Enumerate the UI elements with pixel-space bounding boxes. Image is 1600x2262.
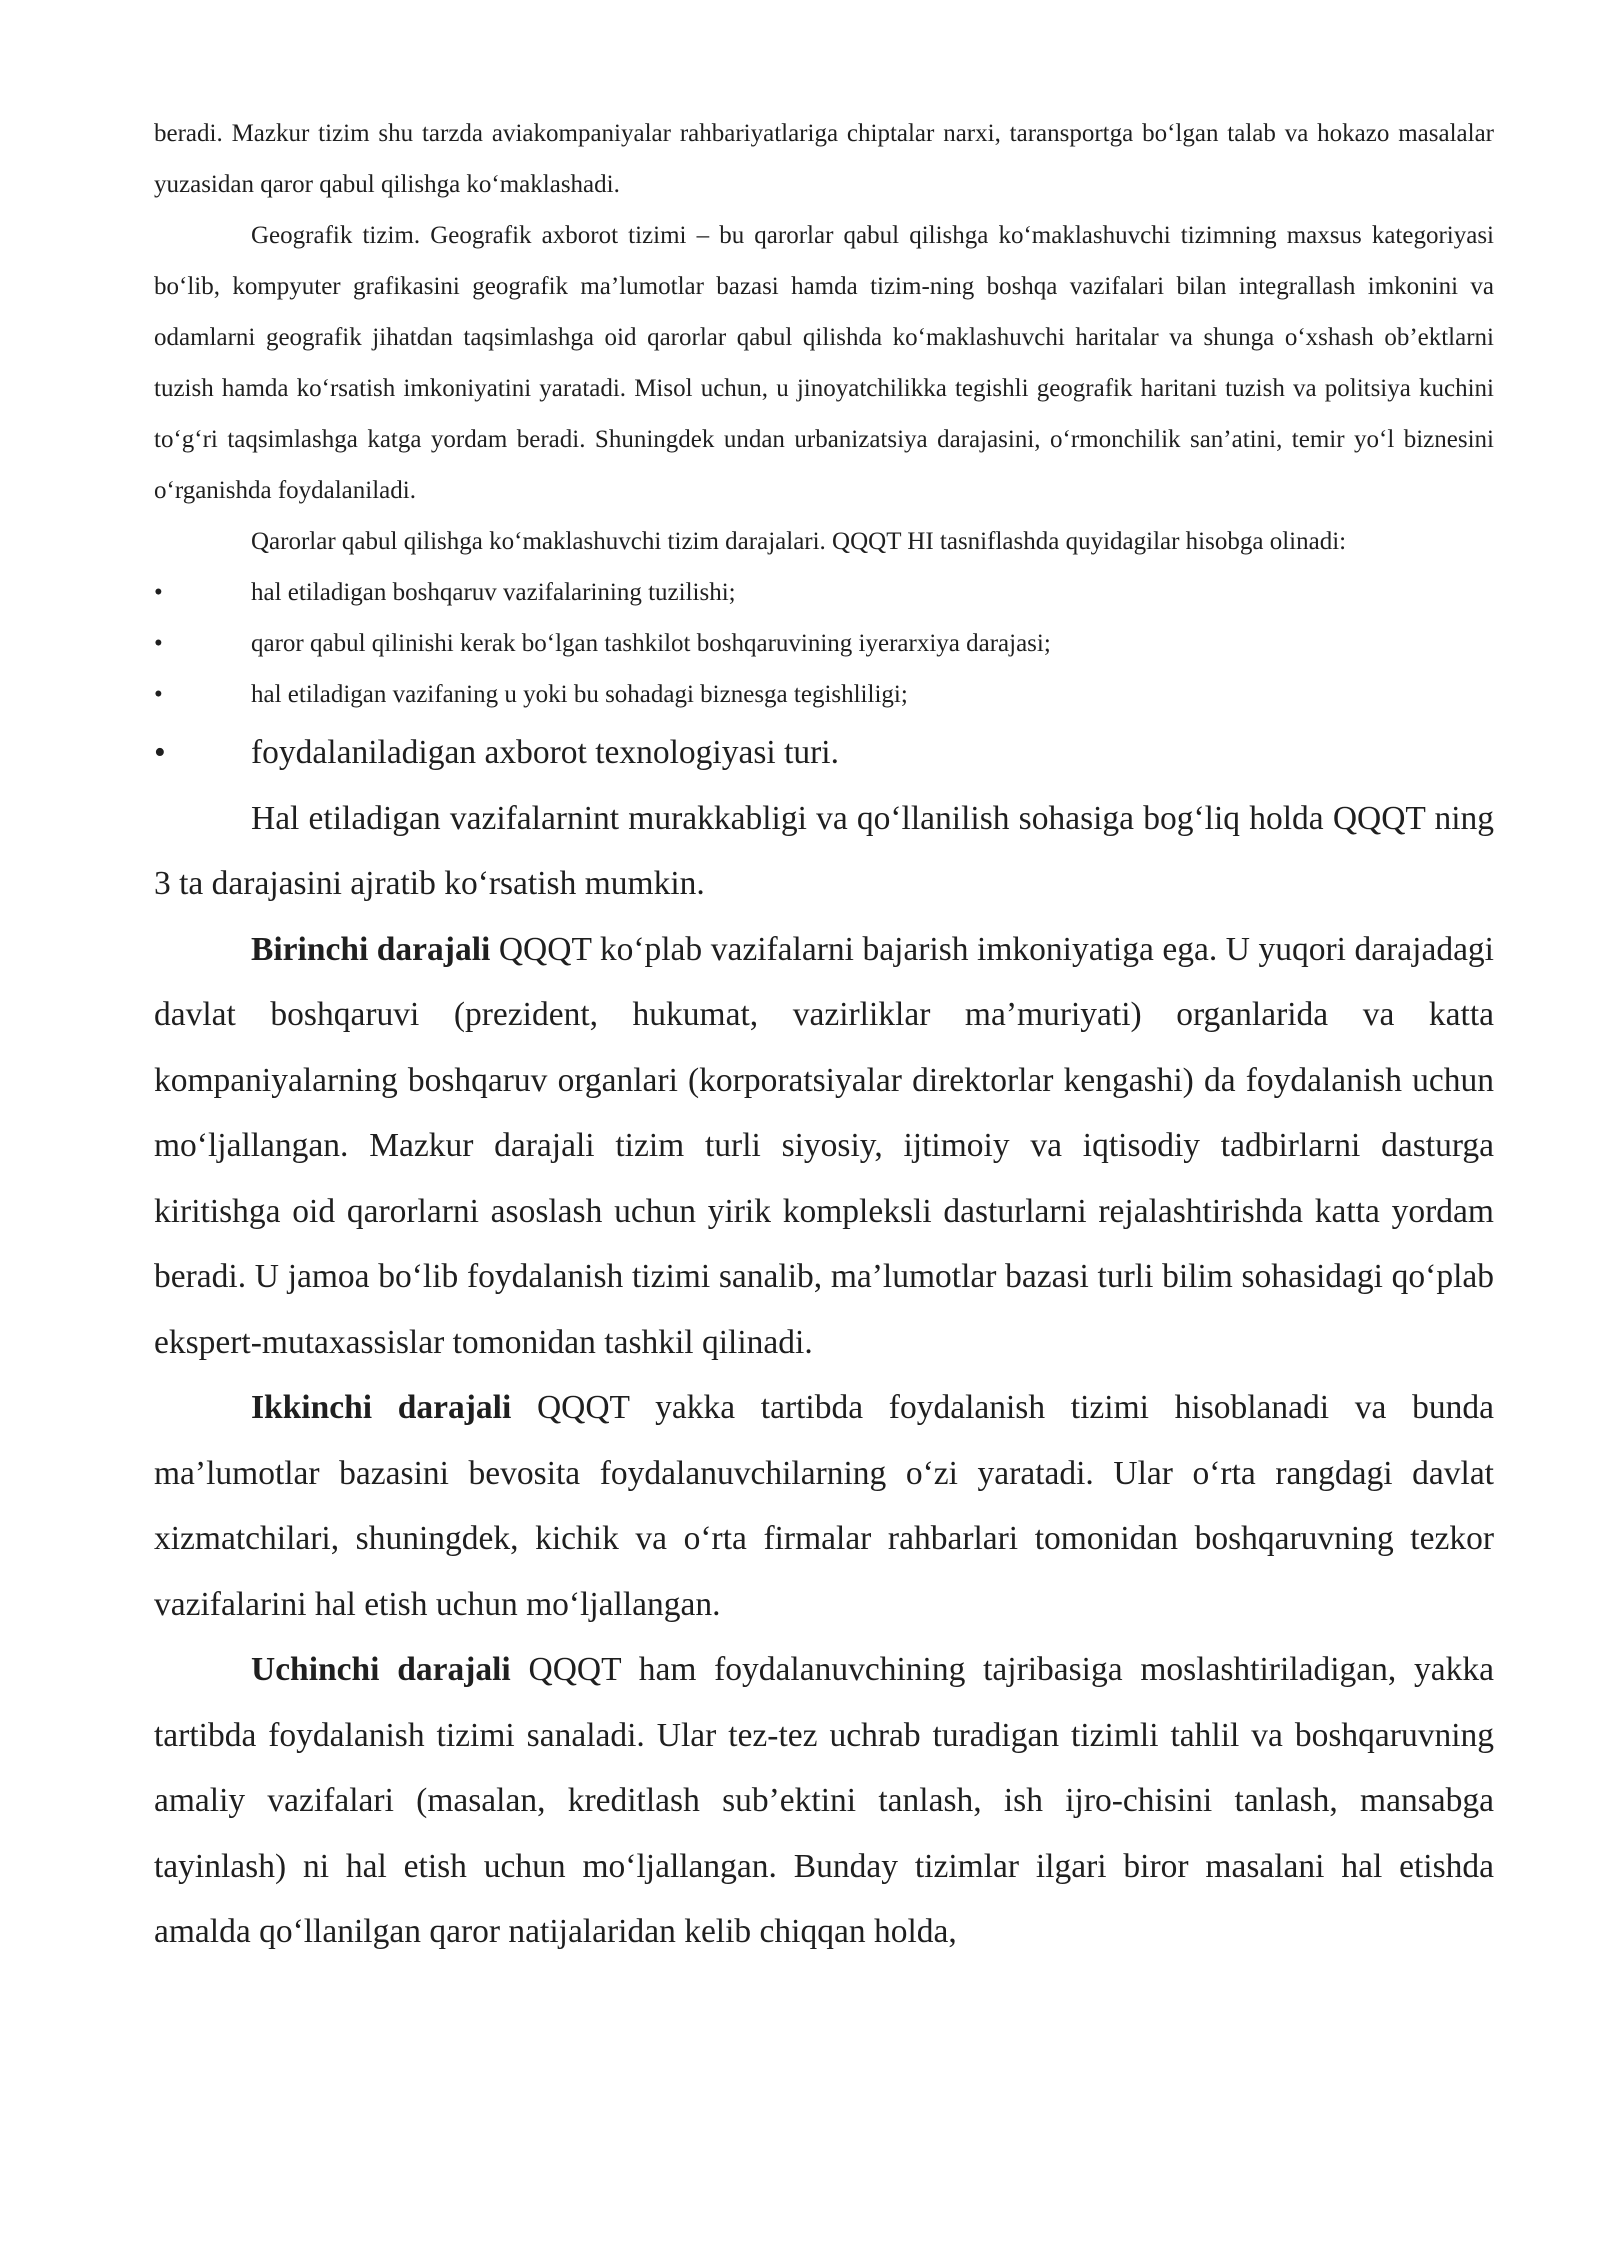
paragraph-continuation: beradi. Mazkur tizim shu tarzda aviakompaniyalar rahbariyatlariga chiptalar narxi, taransportga bo‘lgan talab va hokazo masalalar yuzasidan qaror qabul qilishga ko‘maklashadi. bbox=[154, 120, 1494, 198]
bullet-marker: • bbox=[154, 681, 163, 708]
small-text-section bbox=[154, 108, 1494, 567]
level-1-title: Birinchi darajali bbox=[251, 930, 491, 968]
level-3-text: QQQT ham foydalanuvchining tajribasiga moslashtiriladigan, yakka tartibda foydalanish tizimi sanaladi. Ular tez-tez uchrab turadigan tizimli tahlil va boshqaruvning amaliy vazifalari (masalan, kreditlash sub’ektini tanlash, ish ijro-chisini tanlash, mansabga tayinlash) ni hal etish uchun mo‘ljallangan. Bunday tizimlar ilgari biror masalani hal etishda amalda qo‘llanilgan qaror natijalaridan kelib chiqqan holda, bbox=[154, 1651, 1494, 1950]
level-3-title: Uchinchi darajali bbox=[251, 1651, 511, 1688]
paragraph-level-2 bbox=[154, 1375, 1494, 1637]
list-item-text: qaror qabul qilinishi kerak bo‘lgan tashkilot boshqaruvining iyerarxiya darajasi; bbox=[251, 630, 1051, 657]
list-item-text: hal etiladigan vazifaning u yoki bu sohadagi biznesga tegishliligi; bbox=[251, 681, 908, 708]
bullet-marker: • bbox=[154, 734, 166, 771]
bullet-list bbox=[154, 567, 1494, 786]
paragraph-tizim-darajalari: Qarorlar qabul qilishga ko‘maklashuvchi tizim darajalari. QQQT HI tasniflashda quyidagilar hisobga olinadi: bbox=[251, 528, 1347, 555]
level-1-text: QQQT ko‘plab vazifalarni bajarish imkoniyatiga ega. U yuqori darajadagi davlat boshqaruvi (prezident, hukumat, vazirliklar ma’muriyati) organlarida va katta kompaniyalarning boshqaruv organlari (korporatsiyalar direktorlar kengashi) da foydalanish uchun mo‘ljallangan. Mazkur darajali tizim turli siyosiy, ijtimoiy va iqtisodiy tadbirlarni dasturga kiritishga oid qarorlarni asoslash uchun yirik kompleksli dasturlarni rejalashtirishda katta yordam beradi. U jamoa bo‘lib foydalanish tizimi sanalib, ma’lumotlar bazasi turli bilim sohasidagi qo‘plab ekspert-mutaxassislar tomonidan tashkil qilinadi. bbox=[154, 930, 1494, 1361]
document-page bbox=[154, 108, 1494, 1965]
bullet-marker: • bbox=[154, 630, 163, 657]
list-item bbox=[154, 720, 1494, 786]
large-text-section bbox=[154, 786, 1494, 1965]
list-item-text: foydalaniladigan axborot texnologiyasi turi. bbox=[251, 734, 839, 771]
level-2-title: Ikkinchi darajali bbox=[251, 1389, 512, 1426]
paragraph-intro-levels: Hal etiladigan vazifalarnint murakkabligi va qo‘llanilish sohasiga bog‘liq holda QQQT ning 3 ta darajasini ajratib ko‘rsatish mumkin. bbox=[154, 799, 1494, 902]
list-item-text: hal etiladigan boshqaruv vazifalarining tuzilishi; bbox=[251, 579, 736, 606]
list-item bbox=[154, 618, 1494, 669]
list-item bbox=[154, 567, 1494, 618]
paragraph-geografik-tizim: Geografik tizim. Geografik axborot tizimi – bu qarorlar qabul qilishga ko‘maklashuvchi tizimning maxsus kategoriyasi bo‘lib, kompyuter grafikasini geografik ma’lumotlar bazasi hamda tizim-ning boshqa vazifalari bilan integrallash imkonini va odamlarni geografik jihatdan taqsimlashga oid qarorlar qabul qilishda ko‘maklashuvchi haritalar va shunga o‘xshash ob’ektlarni tuzish hamda ko‘rsatish imkoniyatini yaratadi. Misol uchun, u jinoyatchilikka tegishli geografik haritani tuzish va politsiya kuchini to‘g‘ri taqsimlashga katga yordam beradi. Shuningdek undan urbanizatsiya darajasini, o‘rmonchilik san’atini, temir yo‘l biznesini o‘rganishda foydalaniladi. bbox=[154, 222, 1494, 504]
level-2-text: QQQT yakka tartibda foydalanish tizimi hisoblanadi va bunda ma’lumotlar bazasini bevosita foydalanuvchilarning o‘zi yaratadi. Ular o‘rta rangdagi davlat xizmatchilari, shuningdek, kichik va o‘rta firmalar rahbarlari tomonidan boshqaruvning tezkor vazifalarini hal etish uchun mo‘ljallangan. bbox=[154, 1389, 1494, 1623]
paragraph-level-3 bbox=[154, 1637, 1494, 1965]
bullet-marker: • bbox=[154, 579, 163, 606]
paragraph-level-1 bbox=[154, 917, 1494, 1376]
list-item bbox=[154, 669, 1494, 720]
